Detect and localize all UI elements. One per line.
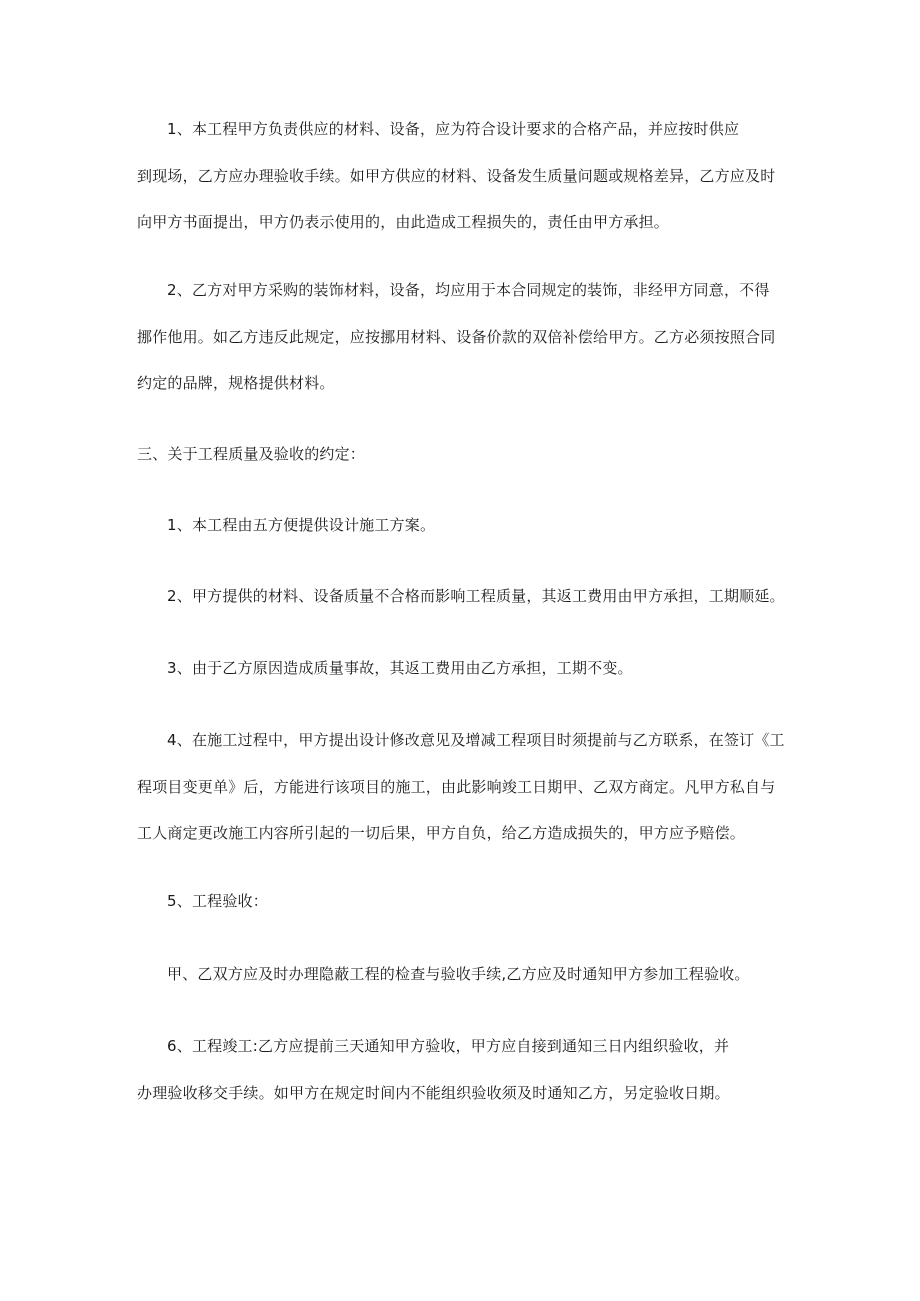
paragraph-1-line-2: 到现场，乙方应办理验收手续。如甲方供应的材料、设备发生质量问题或规格差异，乙方应及时 (137, 167, 776, 185)
quality-item-4-line-1: 4、在施工过程中，甲方提出设计修改意见及增减工程项目时须提前与乙方联系，在签订《工 (167, 731, 785, 749)
paragraph-1-line-1: 1、本工程甲方负责供应的材料、设备，应为符合设计要求的合格产品，并应按时供应 (167, 120, 740, 138)
quality-item-5-body: 甲、乙双方应及时办理隐蔽工程的检查与验收手续,乙方应及时通知甲方参加工程验收。 (167, 965, 750, 983)
quality-item-2: 2、甲方提供的材料、设备质量不合格而影响工程质量，其返工费用由甲方承担，工期顺延。 (167, 587, 785, 605)
quality-item-4-line-2: 程项目变更单》后，方能进行该项目的施工，由此影响竣工日期甲、乙双方商定。凡甲方私自与 (137, 778, 776, 796)
paragraph-1-line-3: 向甲方书面提出，甲方仍表示使用的，由此造成工程损失的，责任由甲方承担。 (137, 213, 670, 231)
paragraph-2-line-3: 约定的品牌，规格提供材料。 (137, 374, 335, 392)
quality-item-1: 1、本工程由五方便提供设计施工方案。 (167, 516, 436, 534)
section-heading: 三、关于工程质量及验收的约定： (137, 445, 366, 463)
quality-item-3: 3、由于乙方原因造成质量事故，其返工费用由乙方承担，工期不变。 (167, 659, 633, 677)
quality-item-5: 5、工程验收： (167, 892, 268, 910)
quality-item-6-line-1: 6、工程竣工:乙方应提前三天通知甲方验收，甲方应自接到通知三日内组织验收，并 (167, 1037, 730, 1055)
paragraph-2-line-1: 2、乙方对甲方采购的装饰材料，设备，均应用于本合同规定的装饰，非经甲方同意，不得 (167, 281, 770, 299)
quality-item-6-line-2: 办理验收移交手续。如甲方在规定时间内不能组织验收须及时通知乙方，另定验收日期。 (137, 1084, 730, 1102)
paragraph-2-line-2: 挪作他用。如乙方违反此规定，应按挪用材料、设备价款的双倍补偿给甲方。乙方必须按照合同 (137, 328, 776, 346)
quality-item-4-line-3: 工人商定更改施工内容所引起的一切后果，甲方自负，给乙方造成损失的，甲方应予赔偿。 (137, 824, 746, 842)
